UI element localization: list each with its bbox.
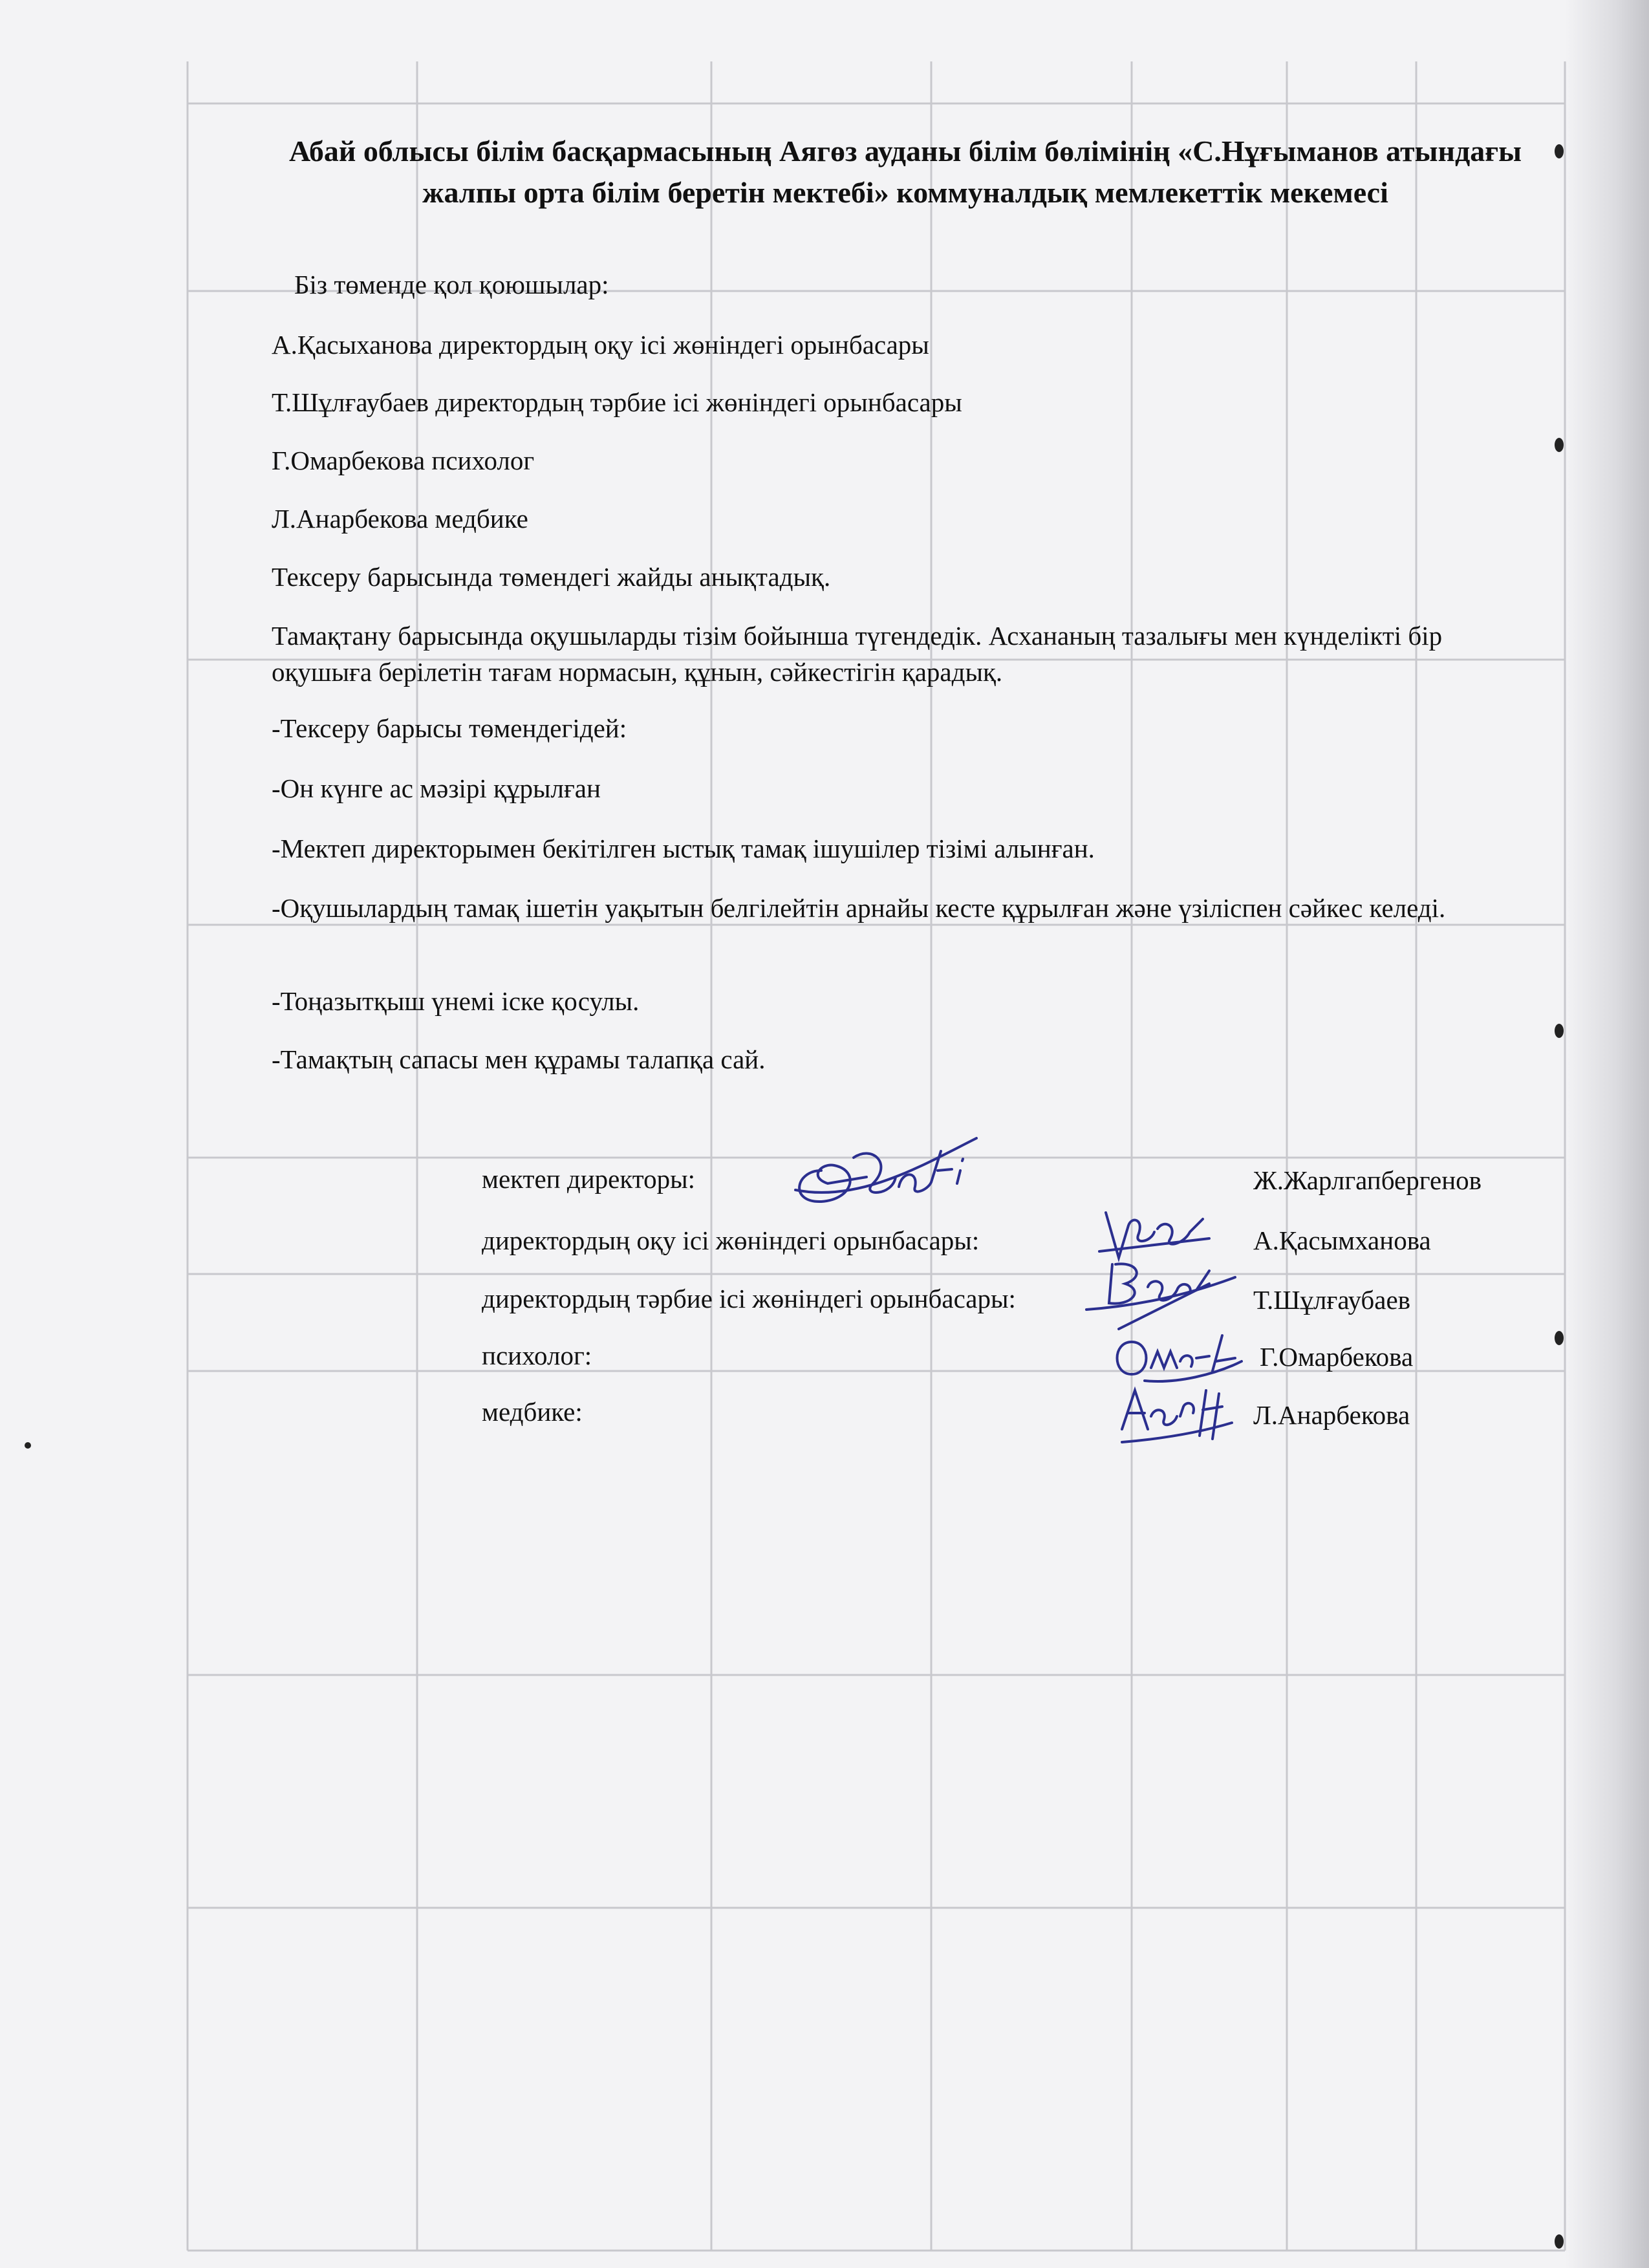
scan-mark [1555,438,1564,452]
scan-mark [1555,1331,1564,1345]
scan-mark [1555,1024,1564,1038]
signature-role-deputy-study: директордың оқу ісі жөніндегі орынбасары: [482,1226,980,1255]
signature-role-director: мектеп директоры: [482,1164,696,1194]
inspection-paragraph: Тамақтану барысында оқушыларды тізім бойынша түгендедік. Асхананың тазалығы мен күнделікті бір оқушыға берілетін тағам нормасын, құнын, сәйкестігін қарадық. [272,621,1443,687]
scan-mark [25,1442,31,1449]
signatory-1: А.Қасыханова директордың оқу ісі жөніндегі орынбасары [272,330,929,360]
signature-name-deputy-upbringing: Т.Шұлғаубаев [1253,1285,1411,1315]
signatory-3: Г.Омарбекова психолог [272,446,535,475]
scan-mark [1555,2234,1564,2249]
signatory-2: Т.Шұлғаубаев директордың тәрбие ісі жөніндегі орынбасары [272,387,962,417]
director-signature-image [782,1125,989,1216]
signature-name-psychologist: Г.Омарбекова [1260,1342,1414,1372]
signature-name-nurse: Л.Анарбекова [1253,1400,1410,1430]
scan-mark [1555,144,1564,158]
result-item-2: -Мектеп директорымен бекітілген ыстық тамақ ішушілер тізімі алынған. [272,834,1095,863]
results-heading: -Тексеру барысы төмендегідей: [272,713,627,743]
psychologist-signature-image [1106,1323,1248,1394]
deputy-study-signature-image [1093,1200,1222,1271]
signature-name-deputy-study: А.Қасымханова [1253,1226,1431,1255]
signature-role-psychologist: психолог: [482,1341,592,1370]
scan-edge-shadow [1565,0,1649,2268]
signature-role-deputy-upbringing: директордың тәрбие ісі жөніндегі орынбасары: [482,1284,1016,1313]
result-item-5: -Тамақтың сапасы мен құрамы талапқа сай. [272,1044,766,1074]
intro-line: Біз төменде қол қоюшылар: [294,270,609,299]
signature-role-nurse: медбике: [482,1397,583,1427]
signatory-4: Л.Анарбекова медбике [272,504,528,534]
result-item-1: -Он күнге ас мәзірі құрылған [272,773,601,803]
result-item-3: -Оқушылардың тамақ ішетін уақытын белгілейтін арнайы кесте құрылған және үзіліспен сәйкес келеді. [272,893,1446,923]
nurse-signature-image [1109,1377,1238,1455]
document-title: Абай облысы білім басқармасының Аягөз ауданы білім бөлімінің «С.Нұғыманов атындағы жалпы орта білім беретін мектебі» коммуналдық мемлекеттік мекемесі [288,135,1522,209]
signature-name-director: Ж.Жарлгапбергенов [1253,1165,1482,1195]
result-item-4: -Тоңазытқыш үнемі іске қосулы. [272,986,640,1016]
deputy-upbringing-signature-image [1080,1251,1242,1335]
finding-line: Тексеру барысында төмендегі жайды анықтадық. [272,562,831,592]
